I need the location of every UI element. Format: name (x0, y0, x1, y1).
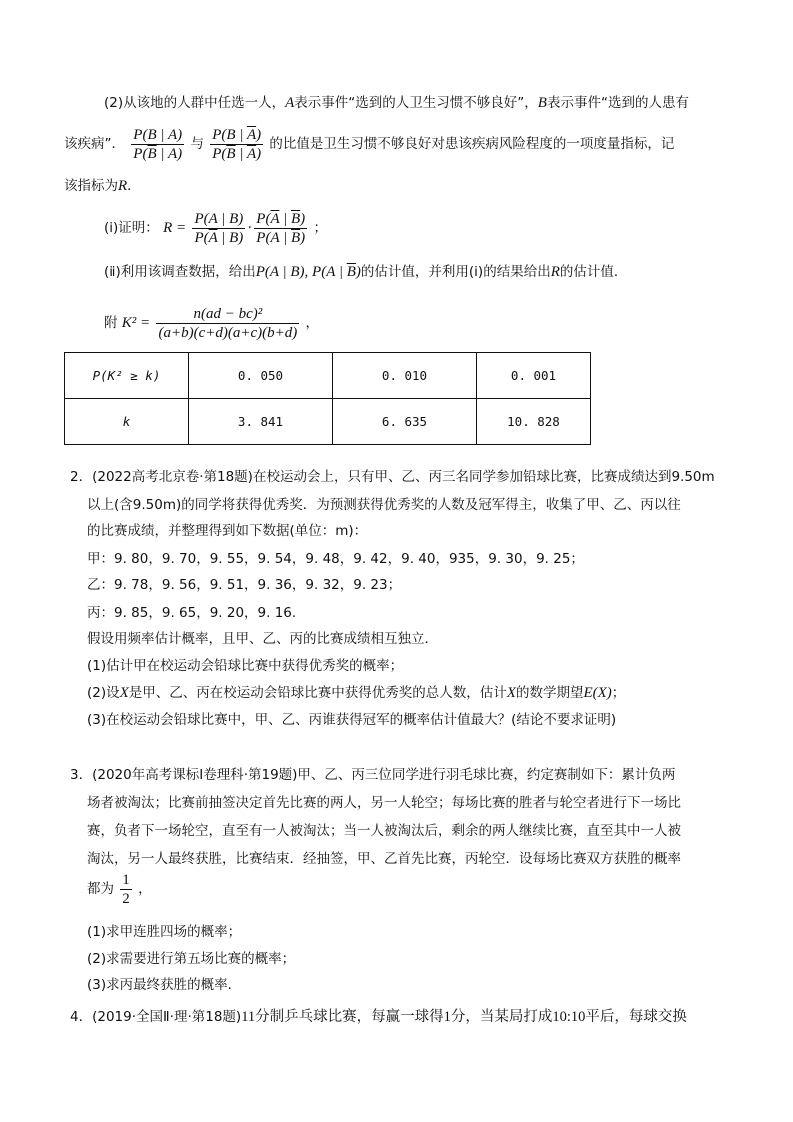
text: 该指标为 (64, 178, 118, 194)
fraction-half (120, 871, 132, 908)
q2-line-7: 假设用频率估计概率，且甲、乙、丙的比赛成绩相互独立． (87, 631, 438, 647)
fraction-denominator: (a+b)(c+d)(a+c)(b+d) (158, 324, 298, 341)
expectation: E(X) (583, 685, 612, 701)
text: 4．(2019·全国Ⅱ·理·第18题) (70, 1009, 242, 1025)
fraction-denominator: 2 (122, 890, 130, 907)
q4-line-1 (70, 1007, 687, 1027)
q3-line-7: (2)求需要进行第五场比赛的概率； (87, 951, 296, 967)
fraction-2 (210, 126, 263, 163)
table-cell: 3. 841 (189, 399, 333, 445)
text: ； (313, 220, 327, 236)
prob-expr: P(A | B), P(A | $\overline{B}$) (255, 264, 361, 280)
fraction-denominator: $P(\overline{B}$ | $\overline{A}$) (212, 145, 262, 162)
fraction-denominator: P(A | $\overline{B}$) (256, 229, 306, 246)
table-cell: k (65, 399, 189, 445)
q3-line-5 (87, 866, 152, 912)
table-cell: 0. 050 (189, 353, 333, 399)
k2-formula (104, 300, 319, 346)
q3-line-4: 淘汰，另一人最终获胜，比赛结束．经抽签，甲、乙首先比赛，丙轮空．设每场比赛双方获胜的概率 (87, 851, 681, 867)
intro-line-1 (104, 93, 689, 113)
fraction-numerator: P(A | B) (192, 210, 245, 229)
fraction-3 (192, 210, 245, 247)
fraction-denominator: $P(\overline{B}$ | A) (133, 145, 183, 162)
var-b: B (537, 95, 547, 111)
table-row (65, 399, 591, 445)
fraction-numerator: P(B | A) (131, 126, 184, 145)
text: 该疾病”． (64, 136, 125, 152)
intro-line-3 (64, 176, 141, 196)
q2-line-2: 以上(含9.50m)的同学将获得优秀奖．为预测获得优秀奖的人数及冠军得主，收集了甲、乙、丙以往 (87, 497, 681, 513)
q2-line-8: (1)估计甲在校运动会铅球比赛中获得优秀奖的概率； (87, 658, 404, 674)
text: 附 (104, 315, 118, 331)
part-i: (ⅰ)证明： R = $\frac{P(A | B)}{P(\overline{A} | B)}$ · $\frac{P(\overline{A} | \overline{B})}{P(A | \overline{B})}$ ； (104, 210, 327, 246)
q2-line-6: 丙：9. 85，9. 65，9. 20，9. 16. (87, 605, 297, 621)
text: ， (138, 881, 152, 897)
q3-line-3: 赛，负者下一场轮空，直至有一人被淘汰；当一人被淘汰后，剩余的两人继续比赛，直至其中一人被 (87, 823, 681, 839)
table-row (65, 353, 591, 399)
fraction-denominator: $P(\overline{A}$ | B) (194, 229, 244, 246)
lhs: K² = (121, 315, 151, 331)
fraction-numerator: P(B | $\overline{A}$) (210, 126, 263, 145)
critical-value-table (64, 352, 591, 445)
text: ． (127, 178, 141, 194)
q2-line-5: 乙：9. 78，9. 56，9. 51，9. 36，9. 32，9. 23； (87, 577, 402, 593)
table-cell: P(K² ≥ k) (65, 353, 189, 399)
q2-line-10: (3)在校运动会铅球比赛中，甲、乙、丙谁获得冠军的概率估计值最大？(结论不要求证明) (87, 712, 617, 728)
text: (2)设 (87, 685, 120, 701)
table-cell: 0. 010 (333, 353, 477, 399)
text: 的比值是卫生习惯不够良好对患该疾病风险程度的一项度量指标，记 (269, 136, 675, 152)
q2-line-3: 的比赛成绩，并整理得到如下数据(单位：m)： (87, 523, 368, 539)
q3-line-8: (3)求丙最终获胜的概率． (87, 977, 242, 993)
q3-line-1: 3．(2020年高考课标Ⅰ卷理科·第19题)甲、乙、丙三位同学进行羽毛球比赛，约定赛制如下：累计负两 (70, 767, 676, 783)
q2-line-9 (87, 683, 625, 703)
fraction-4 (254, 210, 307, 247)
fraction-numerator: $P(\overline{A}$ | $\overline{B}$) (256, 210, 306, 227)
q3-line-2: 场者被淘汰；比赛前抽签决定首先比赛的两人，另一人轮空；每场比赛的胜者与轮空者进行下一场比 (87, 795, 681, 811)
q2-line-4: 甲：9. 80，9. 70，9. 55，9. 54，9. 48，9. 42，9. 40，935，9. 30，9. 25； (87, 551, 584, 567)
text: 与 (190, 136, 204, 152)
text: 是甲、乙、丙在校运动会铅球比赛中获得优秀奖的总人数，估计 (128, 685, 507, 701)
text: (2)从该地的人群中任选一人， (104, 95, 286, 111)
intro-line-2 (64, 124, 674, 164)
var-x: X (506, 685, 516, 701)
fraction-numerator: 1 (122, 871, 130, 888)
var-r: R (118, 178, 128, 194)
fraction-1 (131, 126, 184, 163)
var-r: R (550, 264, 560, 280)
text: ， (305, 315, 320, 331)
text: (ⅱ)利用该调查数据，给出 (104, 264, 256, 280)
var-a: A (285, 95, 295, 111)
var-x: X (119, 685, 129, 701)
text: 表示事件“选到的人卫生习惯不够良好”， (294, 95, 538, 111)
table-cell: 0. 001 (477, 353, 591, 399)
text: 的数学期望 (515, 685, 584, 701)
text: 11分制乒乓球比赛，每赢一球得1分，当某局打成10:10平后，每球交换 (241, 1009, 687, 1025)
fraction-numerator: n(ad − bc)² (156, 305, 299, 324)
text: 表示事件“选到的人患有 (546, 95, 689, 111)
text: 的估计值． (559, 264, 628, 280)
text: 都为 (87, 881, 114, 897)
part-ii (104, 262, 627, 282)
text: 的估计值，并利用(ⅰ)的结果给出 (360, 264, 551, 280)
text: (ⅰ)证明： (104, 220, 159, 236)
q3-line-6: (1)求甲连胜四场的概率； (87, 924, 242, 940)
table-cell: 10. 828 (477, 399, 591, 445)
q2-line-1: 2．(2022高考北京卷·第18题)在校运动会上，只有甲、乙、丙三名同学参加铅球比赛，比赛成绩达到9.50m (70, 469, 715, 485)
lhs: R = (163, 220, 187, 236)
fraction-k2 (156, 305, 299, 342)
text: ； (611, 685, 626, 701)
table-cell: 6. 635 (333, 399, 477, 445)
